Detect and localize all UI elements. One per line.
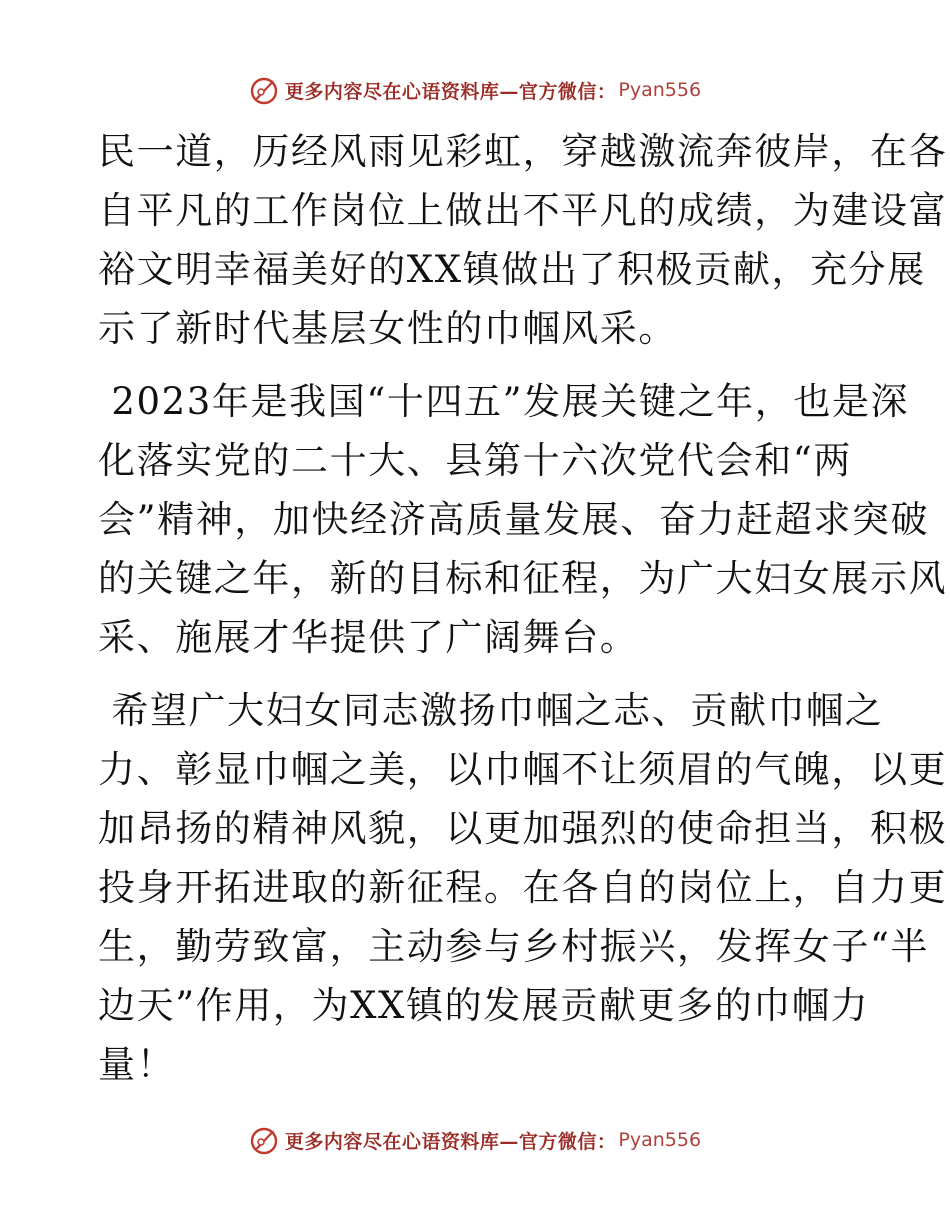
text-line: 的关键之年，新的目标和征程，为广大妇女展示风 bbox=[98, 557, 948, 600]
text-line: 力、彰显巾帼之美，以巾帼不让须眉的气魄，以更 bbox=[98, 748, 948, 791]
wechat-id: Pyan556 bbox=[618, 79, 702, 101]
quill-logo-icon bbox=[249, 75, 279, 105]
paragraph bbox=[98, 122, 948, 358]
text-line: 示了新时代基层女性的巾帼风采。 bbox=[98, 307, 677, 350]
text-line: 投身开拓进取的新征程。在各自的岗位上，自力更 bbox=[98, 866, 948, 909]
text-line: 采、施展才华提供了广阔舞台。 bbox=[98, 616, 639, 659]
text-line: 化落实党的二十大、县第十六次党代会和“两 bbox=[98, 439, 852, 482]
text-line: 自平凡的工作岗位上做出不平凡的成绩，为建设富 bbox=[98, 189, 948, 232]
banner-text: 更多内容尽在心语资料库—官方微信： bbox=[284, 80, 617, 103]
text-line: 希望广大妇女同志激扬巾帼之志、贡献巾帼之 bbox=[98, 689, 884, 732]
text-line: 裕文明幸福美好的XX镇做出了积极贡献，充分展 bbox=[98, 248, 926, 291]
banner-text: 更多内容尽在心语资料库—官方微信： bbox=[284, 1130, 617, 1153]
quill-logo-icon bbox=[249, 1125, 279, 1155]
wechat-id: Pyan556 bbox=[618, 1129, 702, 1151]
header-banner bbox=[0, 70, 950, 110]
text-line: 加昂扬的精神风貌，以更加强烈的使命担当，积极 bbox=[98, 807, 948, 850]
text-line: 边天”作用，为XX镇的发展贡献更多的巾帼力 bbox=[98, 984, 870, 1027]
document-body bbox=[98, 122, 948, 1108]
text-line: 量！ bbox=[98, 1043, 176, 1086]
text-line: 民一道，历经风雨见彩虹，穿越激流奔彼岸，在各 bbox=[98, 130, 948, 173]
text-line: 会”精神，加快经济高质量发展、奋力赶超求突破 bbox=[98, 498, 930, 541]
text-line: 生，勤劳致富，主动参与乡村振兴，发挥女子“半 bbox=[98, 925, 930, 968]
text-line: 2023年是我国“十四五”发展关键之年，也是深 bbox=[98, 380, 910, 423]
paragraph bbox=[98, 372, 948, 667]
footer-banner bbox=[0, 1120, 950, 1160]
paragraph bbox=[98, 681, 948, 1094]
